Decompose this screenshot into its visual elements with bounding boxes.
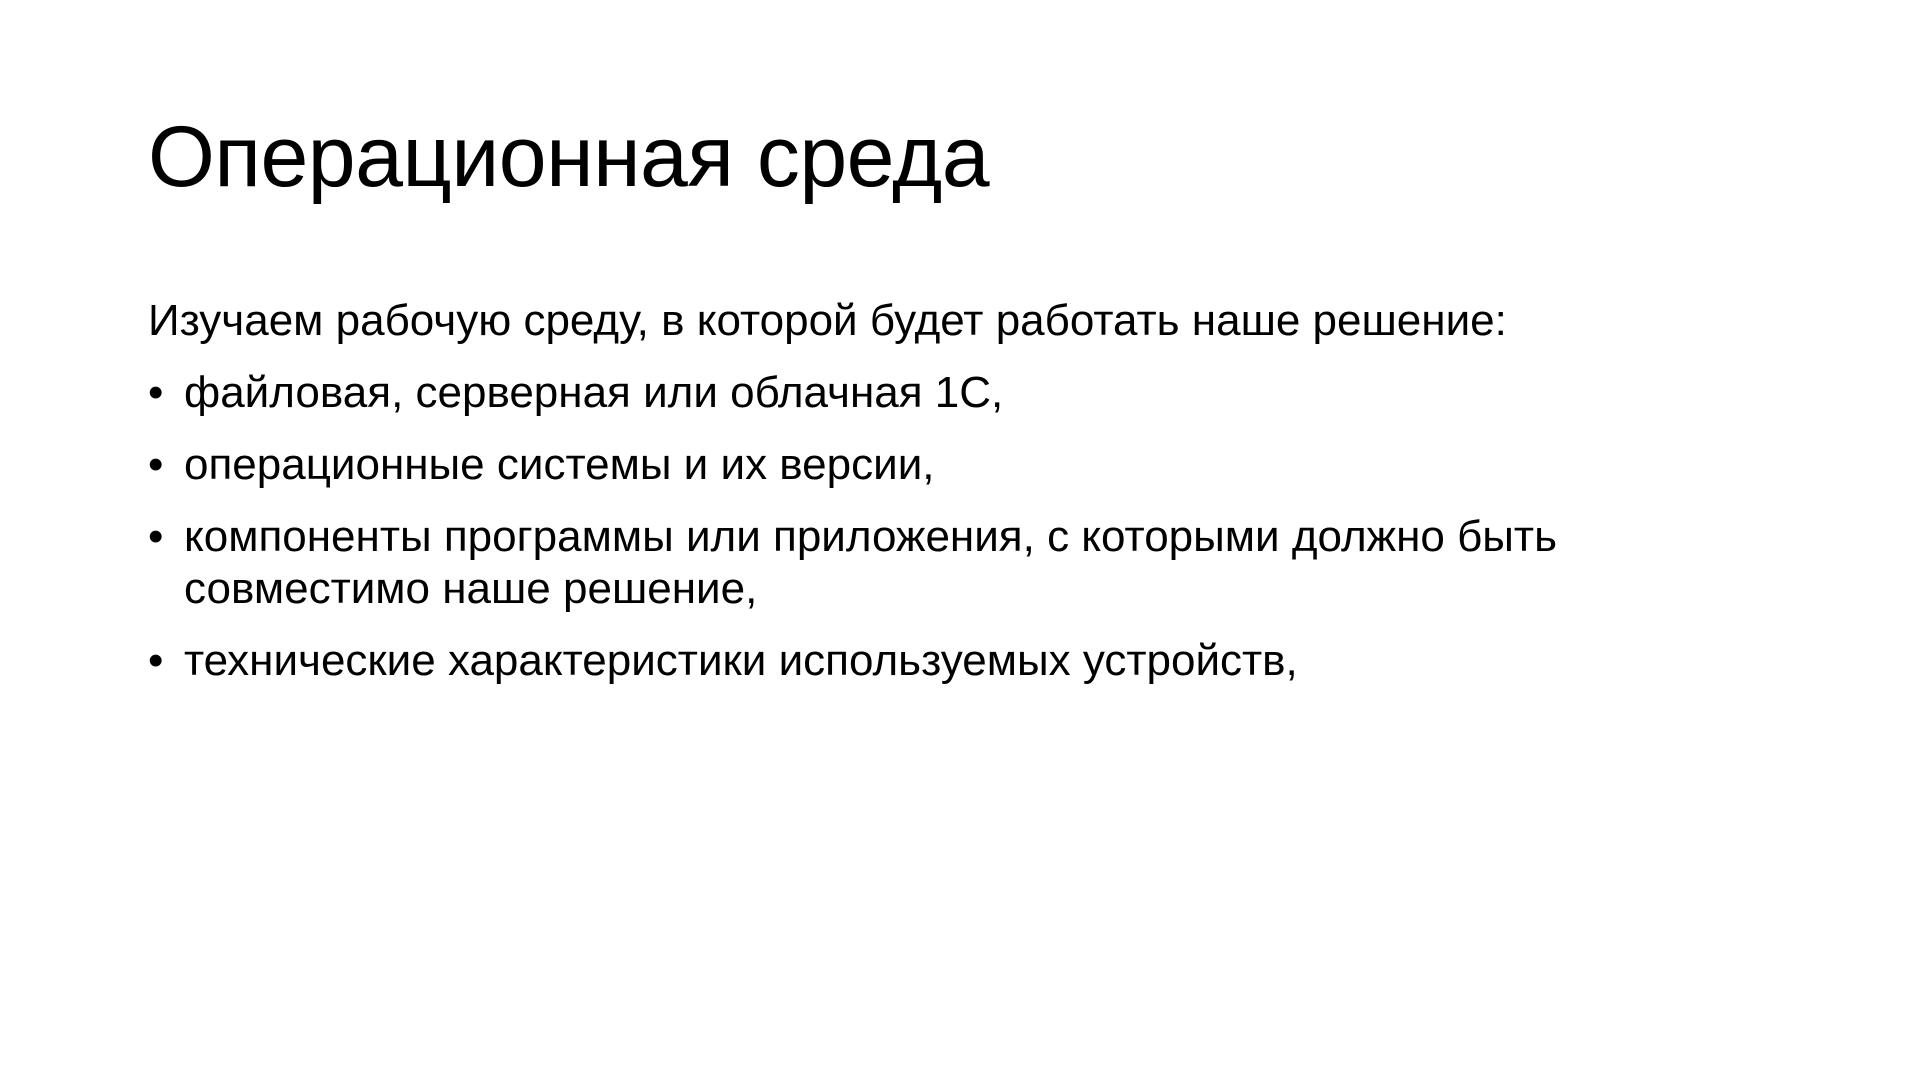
slide-body: [148, 295, 1788, 707]
list-item: [148, 635, 1788, 687]
bullet-icon: •: [148, 512, 164, 561]
list-item: [148, 367, 1788, 419]
intro-text: Изучаем рабочую среду, в которой будет работать наше решение:: [148, 296, 1507, 345]
bullet-icon: •: [148, 636, 164, 685]
bullet-text: операционные системы и их версии,: [184, 440, 935, 489]
slide-title: Операционная среда: [148, 109, 990, 205]
list-item: [148, 511, 1788, 615]
bullet-list: [148, 367, 1788, 687]
bullet-text: технические характеристики используемых устройств,: [184, 636, 1298, 685]
bullet-text: компоненты программы или приложения, с которыми должно быть совместимо наше решение,: [184, 512, 1558, 613]
bullet-text: файловая, серверная или облачная 1С,: [184, 368, 1004, 417]
bullet-icon: •: [148, 368, 164, 417]
list-item: [148, 439, 1788, 491]
bullet-icon: •: [148, 440, 164, 489]
